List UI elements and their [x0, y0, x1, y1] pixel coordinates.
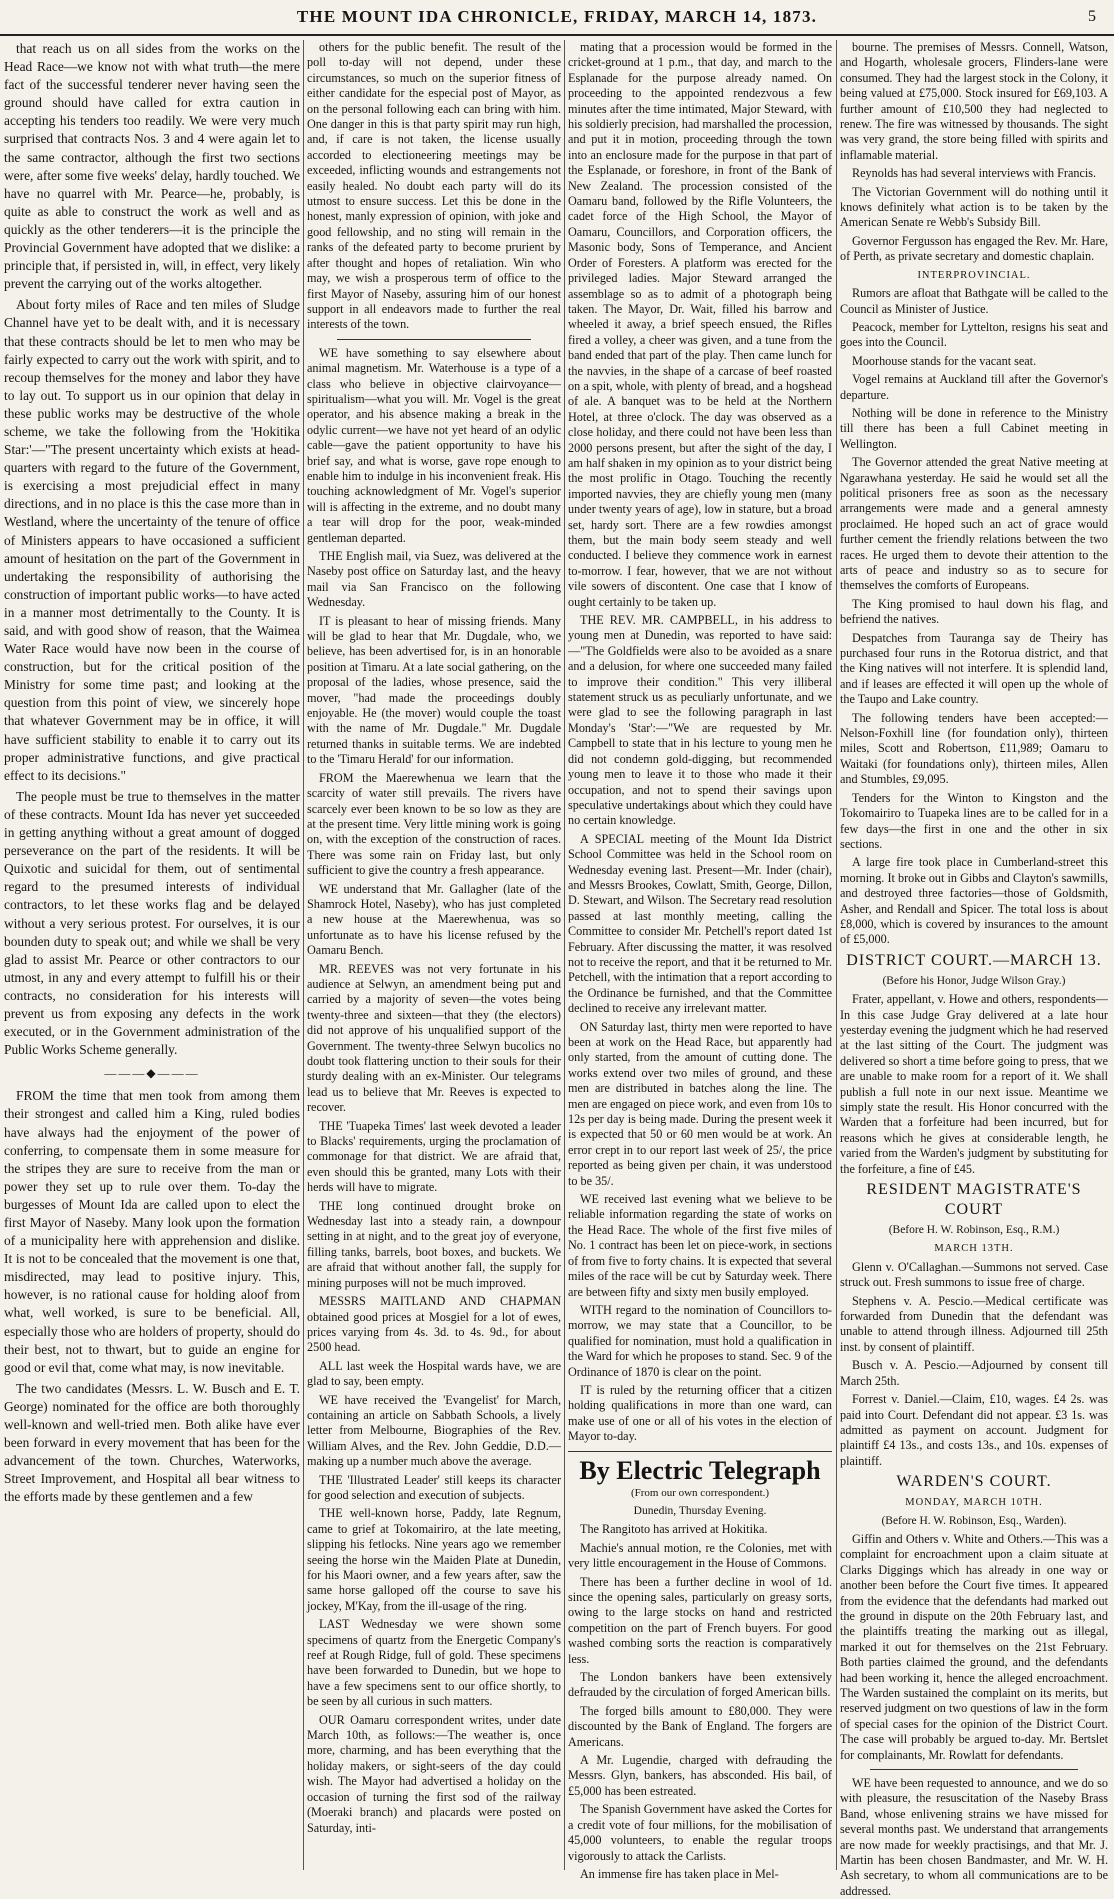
wardens-court-heading: WARDEN'S COURT. — [896, 1473, 1052, 1491]
rm-court-date: MARCH 13TH. — [934, 1243, 1014, 1255]
interprovincial-heading: INTERPROVINCIAL. — [917, 269, 1031, 281]
telegraph-item: The London bankers have been extensively defrauded by the circulation of forged American bills. — [568, 1670, 832, 1700]
news-item: WE received last evening what we believe to be reliable information regarding the state of works on the Head Race. The whole of the first five miles of No. 1 contract has been let on piece-work, in sections of from five to forty chains. It is expected that several miles of the race will be cut by Saturday week. There are between fifty and sixty men busily employed. — [568, 1192, 832, 1299]
news-item: WE have received the 'Evangelist' for March, containing an article on Sabbath Schools, a lively letter from Melbourne, Biographies of the Rev. William Alves, and the Rev. John Geddie, D.D.—making up a number much above the average. — [307, 1392, 561, 1469]
court-report: Busch v. A. Pescio.—Adjourned by consent till March 25th. — [840, 1358, 1108, 1388]
news-item: ON Saturday last, thirty men were reported to have been at work on the Head Race, but apparently had only started, from the amount of cutting done. The works extend over two miles of ground, and these men are distributed in batches along the line. The men are engaged on piece work, and even from 10s to 12s per day is being made. During the present week it is expected that 50 or 60 men would be at work. An error crept in to our report last week of 25/, the price reported as being given per chain, it was understood to be 35/. — [568, 1019, 832, 1188]
court-report: Giffin and Others v. White and Others.—This was a complaint for encroachment upon a claim situate at Clarks Diggings which has already in one way or another been before the Court five times. It appeared from the evidence that the defendants had marked out the ground in dispute on the 20th February last, and the plaintiffs treating the marking out as illegal, marked it out for themselves on the 21st February. Both parties claimed the ground, and the defendants had been working it, hence the alleged encroachment. The Warden sustained the complaint on its merits, but reserved judgment on two questions of law in the form of special cases for the opinion of the District Court. The case will probably be argued to-day. Mr. Bertslet for complainants, Mr. Rowlatt for defendants. — [840, 1531, 1108, 1762]
column-1 — [4, 40, 300, 1870]
telegraph-item: The Rangitoto has arrived at Hokitika. — [580, 1522, 768, 1537]
news-item: WE understand that Mr. Gallagher (late of the Shamrock Hotel, Naseby), who has just completed a new house at the Maerewhenua, was so unfortunate as to have his license refused by the Oamaru Bench. — [307, 881, 561, 958]
column-3 — [568, 40, 833, 1881]
article-paragraph: FROM the time that men took from among them their strongest and called him a King, ruled bodies have always had the enjoyment of the power of conferring, to compensate them in some measure for the stripes they are sure to receive from the man or power they set up to rule over them. To-day the burgesses of Mount Ida are called upon to elect the first Mayor of Naseby. Many look upon the formation of a municipality here with apprehension and dislike. It is not to be concealed that the movement is one that, misdirected, may lead to positive injury. This, however, is no rational cause for holding aloof from what, well worked, is sure to be beneficial. All, especially those who are holders of property, should do their best, not to thwart, but to guide an engine for good or evil that, come what may, is now inevitable. — [4, 1088, 300, 1375]
column-4 — [840, 40, 1108, 1898]
column-rule — [303, 40, 304, 1870]
article-paragraph: About forty miles of Race and ten miles of Sludge Channel have yet to be dealt with, and it is necessary that these contracts should be let to men who may be fairly expected to carry out the work with spirit, and to recoup themselves for the money and labor they have to lay out. To support us in our opinion that delay in these public works may be destructive of the whole scheme, we take the following from the 'Hokitika Star:'—"The present uncertainty which exists at head-quarters with regard to the future of the Government, is exercising a most prejudicial effect in many directions, and in no place is this the case more than in Westland, where the uncertainty of the tenure of office of Ministers appears to have occasioned a sufficient amount of hesitation on the part of the Government in undertaking the responsibility of authorising the construction of important public works—to have acted in a manner most detrimentally to the County. It is said, and with good show of reason, that the Waimea Water Race would have now been in the course of construction, but for the critical position of the Ministry for some time past; and looking at the question from this point of view, we sincerely hope that whatever Government may be in office, it will have sufficient stability to enable it to carry out its proper administrative functions, and give practical effect to its decisions." — [4, 297, 300, 783]
rm-court-heading: RESIDENT MAGISTRATE'S COURT — [866, 1181, 1082, 1219]
court-report: Forrest v. Daniel.—Claim, £10, wages. £4 2s. was paid into Court. Defendant did not appear. £3 1s. was admitted as payment on account. Judgment for plaintiff £4 13s., and costs 13s., and 10s. expenses of plaintiff. — [840, 1392, 1108, 1468]
telegraph-item: There has been a further decline in wool of 1d. since the opening sales, particularly on greasy sorts, owing to the large stocks on hand and restricted competition on the part of French buyers. For good washed combing sorts the reaction is comparatively less. — [568, 1574, 832, 1666]
news-item: mating that a procession would be formed in the cricket-ground at 1 p.m., that day, and march to the Esplanade for the purpose already named. On proceeding to the appointed rendezvous a few minutes after the time intimated, Major Steward, with his soldierly precision, had marshalled the procession, and put it in motion, proceeding through the town into an enclosure made for the purpose in that part of the Esplanade, or foreshore, in front of the Bank of New Zealand. The procession consisted of the Oamaru band, followed by the Rifle Volunteers, the cadet force of the High School, the Mayor of Oamaru, Councillors, and Corporation officers, the Masonic body, Sons of Temperance, and Ancient Order of Foresters. A platform was erected for the privileged ladies. Major Steward arranged the assemblage so as to admit of a photograph being taken. The Mayor, Dr. Wait, filled his barrow and wheeled it away, a brief speech ensued, the Rifles fired a volley, a cheer was given, and a tune from the band ended that part of the play. Then came lunch for the navvies, in the shape of a carcase of beef roasted on a spit, whole, with plenty of bread, and a hogshead of ale. A banquet was to be held at the Northern Hotel, at three o'clock. The day was observed as a close holiday, and there could not have been less than 2000 persons present, but after the sight of the day, I am half shaken in my opinion as to your district being the most prolific in Otago. Touching the recently imported navvies, they are chiefly young men (many under twenty years of age), low in stature, but a broad set, hardy sort. There are a few rowdies amongst them, but the main body seem steady and well conducted. I believe they commence work in earnest to-morrow. I fear, however, that we are not without vile sowers of discontent. One case that I know of ought certainly to be taken up. — [568, 40, 833, 609]
telegraph-item: The following tenders have been accepted:—Nelson-Foxhill line (for foundation only), thirteen miles, Scott and Robertson, £11,989; Oamaru to Waitaki (for foundations only), thirteen miles, Allen and Stumbles, £9,095. — [840, 710, 1108, 787]
telegraph-item: Governor Fergusson has engaged the Rev. Mr. Hare, of Perth, as private secretary and domestic chaplain. — [840, 233, 1108, 264]
court-report: Glenn v. O'Callaghan.—Summons not served. Case struck out. Fresh summons to issue free of charge. — [840, 1259, 1108, 1290]
news-item: IT is pleasant to hear of missing friends. Many will be glad to hear that Mr. Dugdale, who, we believe, has been advertised for, is in an honorable position at Timaru. At a late social gathering, on the proposal of the ladies, whose presence, said the mover, "had made the proceedings doubly enjoyable. He (the mover) would couple the toast with the name of Mr. Dugdale." Mr. Dugdale returned thanks in suitable terms. We are indebted to the 'Timaru Herald' for our information. — [307, 613, 561, 767]
page-title: THE MOUNT IDA CHRONICLE, FRIDAY, MARCH 14, 1873. — [296, 7, 818, 26]
telegraph-dateline: Dunedin, Thursday Evening. — [633, 1504, 767, 1517]
news-item: THE English mail, via Suez, was delivered at the Naseby post office on Saturday last, and the heavy mail via San Francisco on the following Wednesday. — [307, 549, 561, 610]
telegraph-item: bourne. The premises of Messrs. Connell, Watson, and Hogarth, wholesale grocers, Flinders-lane were consumed. They had the largest stock in the Colony, it being valued at £75,000. Stock insured for £69,103. A further amount of £10,500 they had neglected to renew. The fire was witnessed by thousands. The sight was very grand, the store being filled with spirits and inflamable material. — [840, 40, 1108, 162]
telegraph-item: Tenders for the Winton to Kingston and the Tokomairiro to Tuapeka lines are to be called for in a few days—the first in one and the other in six sections. — [840, 790, 1108, 851]
district-court-heading: DISTRICT COURT.—MARCH 13. — [846, 951, 1102, 969]
telegraph-item: A large fire took place in Cumberland-street this morning. It broke out in Gibbs and Clayton's sawmills, and destroyed three factories—those of Goldsmith, Asher, and Rendall and Spicer. The total loss is about £8,000, which is covered by insurances to the amount of £5,000. — [840, 855, 1108, 947]
telegraph-item: An immense fire has taken place in Mel- — [580, 1866, 779, 1881]
news-item: WITH regard to the nomination of Councillors to-morrow, we may state that a Councillor, to be qualified for nomination, must hold a qualification in the Ward for which he proposes to stand. Sec. 9 of the Ordinance of 1870 is clear on the point. — [568, 1302, 832, 1379]
news-item: THE REV. MR. CAMPBELL, in his address to young men at Dunedin, was reported to have said:—"The Goldfields were also to be avoided as a snare and a delusion, for where one succeeded many failed to improve their condition." This very illiberal statement struck us as peculiarly unfortunate, and we were glad to see the following paragraph in last Monday's 'Star':—"We are requested by Mr. Campbell to state that in his lecture to young men he did not condemn gold-digging, but recommended young men to leave it to those who made it their occupation, and not to spend their savings upon speculative undertakings about which they could have no certain knowledge. — [568, 613, 832, 828]
telegraph-item: Machie's annual motion, re the Colonies, met with very little encouragement in the House of Commons. — [568, 1540, 832, 1571]
telegraph-item: Reynolds has had several interviews with Francis. — [852, 166, 1097, 181]
telegraph-heading: By Electric Telegraph — [568, 1451, 832, 1486]
court-report: Stephens v. A. Pescio.—Medical certificate was forwarded from Dunedin that the defendant was unable to attend through illness. Adjourned till 25th inst. by consent of plaintiff. — [840, 1293, 1108, 1354]
rm-court-subheading: (Before H. W. Robinson, Esq., R.M.) — [888, 1224, 1060, 1237]
telegraph-item: A Mr. Lugendie, charged with defrauding the Messrs. Glyn, bankers, has absconded. His bail, of £5,000 has been estreated. — [568, 1753, 832, 1798]
news-item: A SPECIAL meeting of the Mount Ida District School Committee was held in the School room on Wednesday evening last. Present—Mr. Inder (chair), and Messrs Brookes, Cowlatt, Smith, George, Dillon, D. Stewart, and Wilson. The Secretary read resolution passed at last monthly meeting, calling the Committee to consider Mr. Petchell's report dated 1st February. After discussing the matter, it was resolved not to receive the report, and that it be returned to Mr. Petchell, with the intimation that a report according to the Ordinance be furnished, and that the Committee declined to receive any irrelevant matter. — [568, 831, 832, 1016]
column-rule — [836, 40, 837, 1870]
telegraph-item: Moorhouse stands for the vacant seat. — [852, 353, 1037, 368]
telegraph-item: The Victorian Government will do nothing until it knows definitely what action is to be taken by the American Senate re Webb's Subsidy Bill. — [840, 184, 1108, 230]
news-item: THE 'Illustrated Leader' still keeps its character for good selection and execution of subjects. — [307, 1472, 561, 1502]
news-item: ALL last week the Hospital wards have, we are glad to say, been empty. — [307, 1358, 561, 1389]
district-court-subheading: (Before his Honor, Judge Wilson Gray.) — [882, 974, 1066, 987]
news-item: IT is ruled by the returning officer that a citizen holding qualifications in more than one ward, can make use of one or all of his votes in the election of Mayor to-day. — [568, 1382, 832, 1444]
section-divider — [4, 1064, 300, 1082]
telegraph-item: The Governor attended the great Native meeting at Ngarawhana yesterday. He said he would set all the political prisoners free as soon as the necessary arrangements were made and a general amnesty proclaimed. He hoped such an act of grace would further cement the friendly relations between the two races. He urged them to devote their attention to the arts of peace and industry so as to secure for themselves the comforts of Europeans. — [840, 455, 1108, 593]
news-item: LAST Wednesday we were shown some specimens of quartz from the Energetic Company's reef at Rough Ridge, full of gold. These specimens have been forwarded to Dunedin, but we hope to have a few specimens sent to our office shortly, to be seen by all curious in such matters. — [307, 1617, 561, 1709]
column-2 — [307, 40, 561, 1870]
court-report: Frater, appellant, v. Howe and others, respondents—In this case Judge Gray delivered at a late hour yesterday evening the judgment which he had reserved at the last sitting of the Court. The judgment was delivered so short a time before going to press, that we are unable to make room for a report of it. We shall publish a full note in our next issue. Meantime we simply state the result. His Honor concurred with the Warden that a forfeiture had been incurred, but for reasons which he gives at considerable length, he varied from the Warden's judgment by substituting for the forfeiture, a fine of £45. — [840, 992, 1108, 1176]
page-number: 5 — [1088, 8, 1096, 25]
article-paragraph: The people must be true to themselves in the matter of these contracts. Mount Ida has never yet succeeded in getting anything without a great amount of dogged perseverance on the part of the residents. It will be Quixotic and suicidal for them, out of sentimental regard to the presumed interests of individual contractors, to let these works flag and be delayed without a very serious protest. For ourselves, it is our bounden duty to speak out; and while we shall be very glad to assist Mr. Pearce or other contractors to our utmost, in any and every attempt to fulfill his or their contracts, no consideration for his interests will prevent us from exposing any defects in the work executed, or in the Government administration of the Public Works Scheme generally. — [4, 788, 300, 1058]
telegraph-item: The Spanish Government have asked the Cortes for a credit vote of four millions, for the mobilisation of 45,000 volunteers, to enable the regular troops vigorously to attack the Carlists. — [568, 1802, 832, 1863]
article-paragraph: The two candidates (Messrs. L. W. Busch and E. T. George) nominated for the office are both thoroughly well-known and well-tried men. Both alike have ever been forward in every movement that has been for the advancement of the town. Churches, Waterworks, Street Improvement, and Hospital all bear witness to the efforts made by these gentlemen and a few — [4, 1380, 300, 1505]
news-item: THE well-known horse, Paddy, late Regnum, came to grief at Tokomairiro, at the late meeting, slipping his fetlocks. Nine years ago we remember seeing the horse win the Maiden Plate at Dunedin, for his Maori owner, and a few years after, saw the same horse galloped off the course to save his jockey, M'Kay, from the ill-usage of the ring. — [307, 1506, 561, 1613]
section-divider — [870, 1769, 1078, 1770]
wardens-court-date: MONDAY, MARCH 10TH. — [905, 1497, 1043, 1509]
news-item: THE 'Tuapeka Times' last week devoted a leader to Blacks' requirements, urging the proclamation of commonage for that district. We are afraid that, even should this be granted, many Lots with their herds will have to migrate. — [307, 1118, 561, 1195]
article-paragraph: that reach us on all sides from the works on the Head Race—we know not with what truth—the mere fact of the successful tenderer never having seen the ground should have called for extra caution in accepting his tenders too readily. We were very much surprised that contracts Nos. 3 and 4 were again let to the same contractor, although the first two sections were, after some five weeks' delay, hardly touched. We have no quarrel with Mr. Pearce—he, probably, is quite as able to construct the work as well and as quickly as the other tenderers—it is the principle the Provincial Government have adopted that we dislike: a principle that, if persisted in, will, in effect, very likely prevent the carrying out of the works altogether. — [4, 41, 300, 292]
telegraph-item: Rumors are afloat that Bathgate will be called to the Council as Minister of Justice. — [840, 286, 1108, 316]
news-item: WE have been requested to announce, and we do so with pleasure, the resuscitation of the Naseby Brass Band, whose enlivening strains we have missed for several months past. We understand that arrangements are now made for weekly practisings, and that Mr. J. Martin has been chosen Bandmaster, and Mr. W. H. Ash secretary, to whom all communications are to be addressed. — [840, 1776, 1108, 1898]
news-item: WE have something to say elsewhere about animal magnetism. Mr. Waterhouse is a type of a class who believe in objective clairvoyance—spiritualism—what you will. Mr. Vogel is the great operator, and his absence making a break in the odylic current—we have not yet heard of an odylic cable—gave the patient opportunity to have his brief say, and what is worse, gave rope enough to enable him to indulge in his inconvenient freak. His touching acknowledgment of Mr. Vogel's superior will is affecting in the extreme, and no doubt many a tear will drop for the poor, weak-minded gentleman departed. — [307, 345, 561, 545]
column-rule — [564, 40, 565, 1870]
section-divider — [337, 339, 531, 340]
article-paragraph: others for the public benefit. The result of the poll to-day will not depend, under these circumstances, so much on the superior fitness of either candidate for the especial post of Mayor, as on the personal following each can bring with him. One danger in this is that party spirit may run high, and, if care is not taken, the license usually accorded to electioneering meetings may be exceeded, inflicting wounds and estrangements not easily healed. No doubt each party will do its utmost to ensure success. Let this be done in the honest, manly expression of opinion, with joke and good fellowship, and no sting will remain in the ranks of the defeated party to become prurient by after thought and hopes of retaliation. Win who may, we wish a prosperous term of office to the first Mayor of Naseby, assuring him of our honest support in all endeavors made to further the real interests of the town. — [307, 40, 561, 332]
news-item: MR. REEVES was not very fortunate in his audience at Selwyn, an amendment being put and carried by a majority of seven—the votes being twenty-three and sixteen—that they (the electors) did not approve of his unqualified support of the Government. The twenty-three Selwyn bucolics no doubt took flattering unction to their souls for their sturdy dealing with an ex-Minister. Our telegrams lead us to believe that Mr. Reeves is expected to recover. — [307, 961, 561, 1115]
telegraph-item: The forged bills amount to £80,000. They were discounted by the Bank of England. The forgers are Americans. — [568, 1703, 832, 1749]
news-item: FROM the Maerewhenua we learn that the scarcity of water still prevails. The rivers have scarcely ever been known to be so low as they are at the present time. Very little mining work is going on, with the exception of the construction of races. There was some rain on Friday last, but only sufficient to give the country a fresh appearance. — [307, 770, 561, 878]
telegraph-item: Despatches from Tauranga say de Theiry has purchased four runs in the Rotorua district, and that the King natives will not interfere. It is splendid land, and if leases are effected it will open up the whole of the Taupo and Lake country. — [840, 630, 1108, 707]
news-item: THE long continued drought broke on Wednesday last into a steady rain, a downpour setting in at night, and to the great joy of everyone, filling tanks, barrels, boot boxes, and buckets. We are afraid that without another fall, the supply for mining purposes will not be much improved. — [307, 1198, 561, 1290]
telegraph-subheading: (From our own correspondent.) — [630, 1486, 770, 1499]
telegraph-item: Peacock, member for Lyttelton, resigns his seat and goes into the Council. — [840, 319, 1108, 350]
masthead — [0, 0, 1114, 36]
telegraph-item: The King promised to haul down his flag, and befriend the natives. — [840, 596, 1108, 627]
news-item: MESSRS MAITLAND AND CHAPMAN obtained good prices at Mosgiel for a lot of ewes, prices varying from 4s. 3d. to 4s. 9d., for about 2500 head. — [307, 1294, 561, 1355]
news-item: OUR Oamaru correspondent writes, under date March 10th, as follows:—The weather is, once more, charming, and has been everything that the holiday makers, or sight-seers of the day could wish. The Mayor had advertised a holiday on the occasion of turning the first sod of the railway (Moeraki branch) and placards were posted on Saturday, inti- — [307, 1712, 561, 1835]
telegraph-item: Nothing will be done in reference to the Ministry till there has been a full Cabinet meeting in Wellington. — [840, 405, 1108, 451]
telegraph-item: Vogel remains at Auckland till after the Governor's departure. — [840, 372, 1108, 402]
wardens-court-subheading: (Before H. W. Robinson, Esq., Warden). — [881, 1514, 1067, 1527]
